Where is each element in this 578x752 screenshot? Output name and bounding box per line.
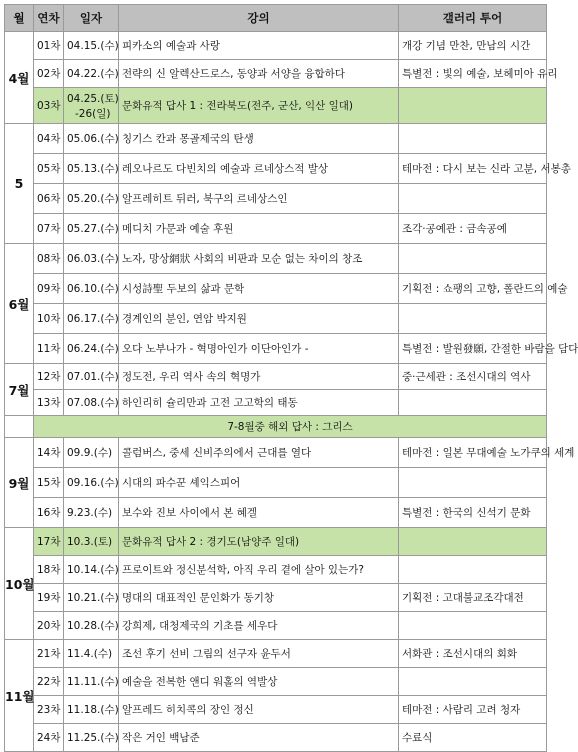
lecture-cell: 하인리히 슐리만과 고전 고고학의 태동 bbox=[119, 390, 399, 416]
schedule-table-wrapper bbox=[4, 4, 578, 752]
date-cell bbox=[64, 304, 119, 334]
season-note-body bbox=[5, 416, 547, 438]
lecture-cell: 콜럼버스, 중세 신비주의에서 근대를 열다 bbox=[119, 438, 399, 468]
schedule-table bbox=[4, 4, 578, 752]
date-text: 07.08.(수) bbox=[67, 397, 119, 409]
gallery-cell: 특별전 : 발원發願, 간절한 바람을 담다 bbox=[399, 334, 547, 364]
gallery-cell: 수료식 bbox=[399, 724, 547, 752]
date-cell bbox=[64, 584, 119, 612]
date-cell bbox=[64, 498, 119, 528]
date-text: 06.17.(수) bbox=[67, 313, 119, 325]
month-cell: 6월 bbox=[5, 244, 34, 364]
date-cell bbox=[64, 154, 119, 184]
table-row bbox=[5, 214, 547, 244]
date-text: 07.01.(수) bbox=[67, 371, 119, 383]
date-cell bbox=[64, 668, 119, 696]
session-cell: 06차 bbox=[34, 184, 64, 214]
session-cell: 16차 bbox=[34, 498, 64, 528]
lecture-cell: 칭기스 칸과 몽골제국의 탄생 bbox=[119, 124, 399, 154]
date-cell bbox=[64, 274, 119, 304]
lecture-cell: 경계인의 분인, 연암 박지원 bbox=[119, 304, 399, 334]
table-row bbox=[5, 32, 547, 60]
schedule-body-first bbox=[5, 32, 578, 416]
date-cell bbox=[64, 124, 119, 154]
gallery-cell: 특별전 : 한국의 신석기 문화 bbox=[399, 498, 547, 528]
gallery-cell: 서화관 : 조선시대의 회화 bbox=[399, 640, 547, 668]
date-cell bbox=[64, 32, 119, 60]
schedule-body-second bbox=[5, 438, 575, 752]
session-cell: 07차 bbox=[34, 214, 64, 244]
table-row bbox=[5, 640, 547, 668]
table-row bbox=[5, 124, 547, 154]
gallery-cell bbox=[399, 390, 547, 416]
header-session: 연차 bbox=[34, 5, 64, 32]
session-cell: 18차 bbox=[34, 556, 64, 584]
season-note-spacer bbox=[5, 416, 34, 438]
gallery-cell: 특별전 : 빛의 예술, 보헤미아 유리 bbox=[399, 60, 547, 88]
date-text: 11.4.(수) bbox=[67, 648, 113, 660]
gallery-cell: 기획전 : 고대불교조각대전 bbox=[399, 584, 547, 612]
date-cell bbox=[64, 556, 119, 584]
table-row bbox=[5, 584, 547, 612]
lecture-cell: 프로이트와 정신분석학, 아직 우리 곁에 살아 있는가? bbox=[119, 556, 399, 584]
date-text: 10.28.(수) bbox=[67, 620, 119, 632]
month-cell: 7월 bbox=[5, 364, 34, 416]
date-text: 10.3.(토) bbox=[67, 536, 113, 548]
lecture-cell: 오다 노부나가 - 혁명아인가 이단아인가 - bbox=[119, 334, 399, 364]
date-text: 04.15.(수) bbox=[67, 40, 119, 52]
table-row bbox=[5, 304, 547, 334]
lecture-cell: 조선 후기 선비 그림의 선구자 윤두서 bbox=[119, 640, 399, 668]
lecture-cell: 노자, 망상網狀 사회의 비판과 모순 없는 차이의 창조 bbox=[119, 244, 399, 274]
lecture-cell: 시대의 파수꾼 셰익스피어 bbox=[119, 468, 399, 498]
lecture-cell: 문화유적 답사 1 : 전라북도(전주, 군산, 익산 일대) bbox=[119, 88, 399, 124]
date-text: 05.27.(수) bbox=[67, 223, 119, 235]
gallery-cell bbox=[399, 184, 547, 214]
date-text: 05.13.(수) bbox=[67, 163, 119, 175]
month-cell: 10월 bbox=[5, 528, 34, 640]
lecture-cell: 정도전, 우리 역사 속의 혁명가 bbox=[119, 364, 399, 390]
lecture-cell: 문화유적 답사 2 : 경기도(남양주 일대) bbox=[119, 528, 399, 556]
date-text: 9.23.(수) bbox=[67, 507, 113, 519]
session-cell: 24차 bbox=[34, 724, 64, 752]
lecture-cell: 메디치 가문과 예술 후원 bbox=[119, 214, 399, 244]
table-row bbox=[5, 498, 547, 528]
gallery-cell: 조각·공예관 : 금속공예 bbox=[399, 214, 547, 244]
table-row bbox=[5, 668, 547, 696]
lecture-cell: 보수와 진보 사이에서 본 혜겔 bbox=[119, 498, 399, 528]
lecture-cell: 전략의 신 알렉산드로스, 동양과 서양을 융합하다 bbox=[119, 60, 399, 88]
gallery-cell bbox=[399, 528, 547, 556]
month-cell: 11월 bbox=[5, 640, 34, 752]
session-cell: 19차 bbox=[34, 584, 64, 612]
session-cell: 15차 bbox=[34, 468, 64, 498]
gallery-cell bbox=[399, 88, 547, 124]
date-text: 09.16.(수) bbox=[67, 477, 119, 489]
lecture-cell: 레오나르도 다빈치의 예술과 르네상스적 발상 bbox=[119, 154, 399, 184]
gallery-cell bbox=[399, 304, 547, 334]
date-text: 06.10.(수) bbox=[67, 283, 119, 295]
gallery-cell bbox=[399, 612, 547, 640]
session-cell: 09차 bbox=[34, 274, 64, 304]
date-text: 06.24.(수) bbox=[67, 343, 119, 355]
gallery-cell bbox=[399, 468, 547, 498]
table-row bbox=[5, 612, 547, 640]
date-cell bbox=[64, 60, 119, 88]
date-cell bbox=[64, 214, 119, 244]
session-cell: 14차 bbox=[34, 438, 64, 468]
date-text-secondary: -26(일) bbox=[75, 107, 111, 120]
session-cell: 05차 bbox=[34, 154, 64, 184]
date-cell bbox=[64, 390, 119, 416]
table-row bbox=[5, 274, 547, 304]
date-text: 09.9.(수) bbox=[67, 447, 113, 459]
date-cell bbox=[64, 244, 119, 274]
gallery-cell: 테마전 : 일본 무대예술 노가쿠의 세계 bbox=[399, 438, 547, 468]
gallery-cell: 개강 기념 만찬, 만남의 시간 bbox=[399, 32, 547, 60]
header-month: 월 bbox=[5, 5, 34, 32]
session-cell: 04차 bbox=[34, 124, 64, 154]
date-cell bbox=[64, 88, 119, 124]
date-cell bbox=[64, 184, 119, 214]
header-date: 일자 bbox=[64, 5, 119, 32]
lecture-cell: 명대의 대표적인 문인화가 동기창 bbox=[119, 584, 399, 612]
gallery-cell: 테마전 : 사람리 고려 청자 bbox=[399, 696, 547, 724]
date-text: 04.25.(토) bbox=[67, 92, 119, 105]
session-cell: 21차 bbox=[34, 640, 64, 668]
date-text: 05.06.(수) bbox=[67, 133, 119, 145]
table-row bbox=[5, 438, 547, 468]
session-cell: 11차 bbox=[34, 334, 64, 364]
lecture-cell: 알프레히트 뒤러, 북구의 르네상스인 bbox=[119, 184, 399, 214]
lecture-cell: 예술을 전복한 앤디 워홀의 역발상 bbox=[119, 668, 399, 696]
lecture-cell: 피카소의 예술과 사랑 bbox=[119, 32, 399, 60]
session-cell: 23차 bbox=[34, 696, 64, 724]
date-cell bbox=[64, 640, 119, 668]
season-note: 7-8월중 해외 답사 : 그리스 bbox=[34, 416, 547, 438]
session-cell: 17차 bbox=[34, 528, 64, 556]
month-cell: 5 bbox=[5, 124, 34, 244]
session-cell: 08차 bbox=[34, 244, 64, 274]
table-row bbox=[5, 334, 547, 364]
session-cell: 02차 bbox=[34, 60, 64, 88]
session-cell: 03차 bbox=[34, 88, 64, 124]
month-cell: 9월 bbox=[5, 438, 34, 528]
gallery-cell: 중·근세관 : 조선시대의 역사 bbox=[399, 364, 547, 390]
date-cell bbox=[64, 334, 119, 364]
lecture-cell: 작은 거인 백남준 bbox=[119, 724, 399, 752]
date-text: 10.14.(수) bbox=[67, 564, 119, 576]
table-row bbox=[5, 390, 547, 416]
date-text: 05.20.(수) bbox=[67, 193, 119, 205]
table-row bbox=[5, 468, 547, 498]
header-lecture: 강의 bbox=[119, 5, 399, 32]
table-row bbox=[5, 364, 547, 390]
date-cell bbox=[64, 528, 119, 556]
season-note-row bbox=[5, 416, 547, 438]
date-cell bbox=[64, 612, 119, 640]
date-cell bbox=[64, 438, 119, 468]
session-cell: 10차 bbox=[34, 304, 64, 334]
date-text: 04.22.(수) bbox=[67, 68, 119, 80]
date-cell bbox=[64, 696, 119, 724]
gallery-cell bbox=[399, 556, 547, 584]
date-text: 10.21.(수) bbox=[67, 592, 119, 604]
date-text: 11.18.(수) bbox=[67, 704, 119, 716]
session-cell: 20차 bbox=[34, 612, 64, 640]
table-row bbox=[5, 184, 547, 214]
gallery-cell bbox=[399, 244, 547, 274]
session-cell: 12차 bbox=[34, 364, 64, 390]
table-row bbox=[5, 724, 547, 752]
session-cell: 01차 bbox=[34, 32, 64, 60]
session-cell: 22차 bbox=[34, 668, 64, 696]
lecture-cell: 강희제, 대청제국의 기초를 세우다 bbox=[119, 612, 399, 640]
date-text: 11.25.(수) bbox=[67, 732, 119, 744]
date-text: 06.03.(수) bbox=[67, 253, 119, 265]
table-row bbox=[5, 556, 547, 584]
lecture-cell: 알프레드 히치콕의 장인 정신 bbox=[119, 696, 399, 724]
date-cell bbox=[64, 364, 119, 390]
table-row bbox=[5, 154, 547, 184]
gallery-cell: 기획전 : 쇼팽의 고향, 폴란드의 예술 bbox=[399, 274, 547, 304]
gallery-cell: 테마전 : 다시 보는 신라 고분, 서봉총 bbox=[399, 154, 547, 184]
table-row bbox=[5, 60, 547, 88]
table-row bbox=[5, 696, 547, 724]
date-text: 11.11.(수) bbox=[67, 676, 119, 688]
gallery-cell bbox=[399, 124, 547, 154]
table-row bbox=[5, 528, 547, 556]
header-gallery: 갤러리 투어 bbox=[399, 5, 547, 32]
header-row bbox=[5, 5, 547, 32]
table-row bbox=[5, 88, 547, 124]
month-cell: 4월 bbox=[5, 32, 34, 124]
lecture-cell: 시성詩聖 두보의 삶과 문학 bbox=[119, 274, 399, 304]
gallery-cell bbox=[399, 668, 547, 696]
table-row bbox=[5, 244, 547, 274]
date-cell bbox=[64, 724, 119, 752]
session-cell: 13차 bbox=[34, 390, 64, 416]
date-cell bbox=[64, 468, 119, 498]
